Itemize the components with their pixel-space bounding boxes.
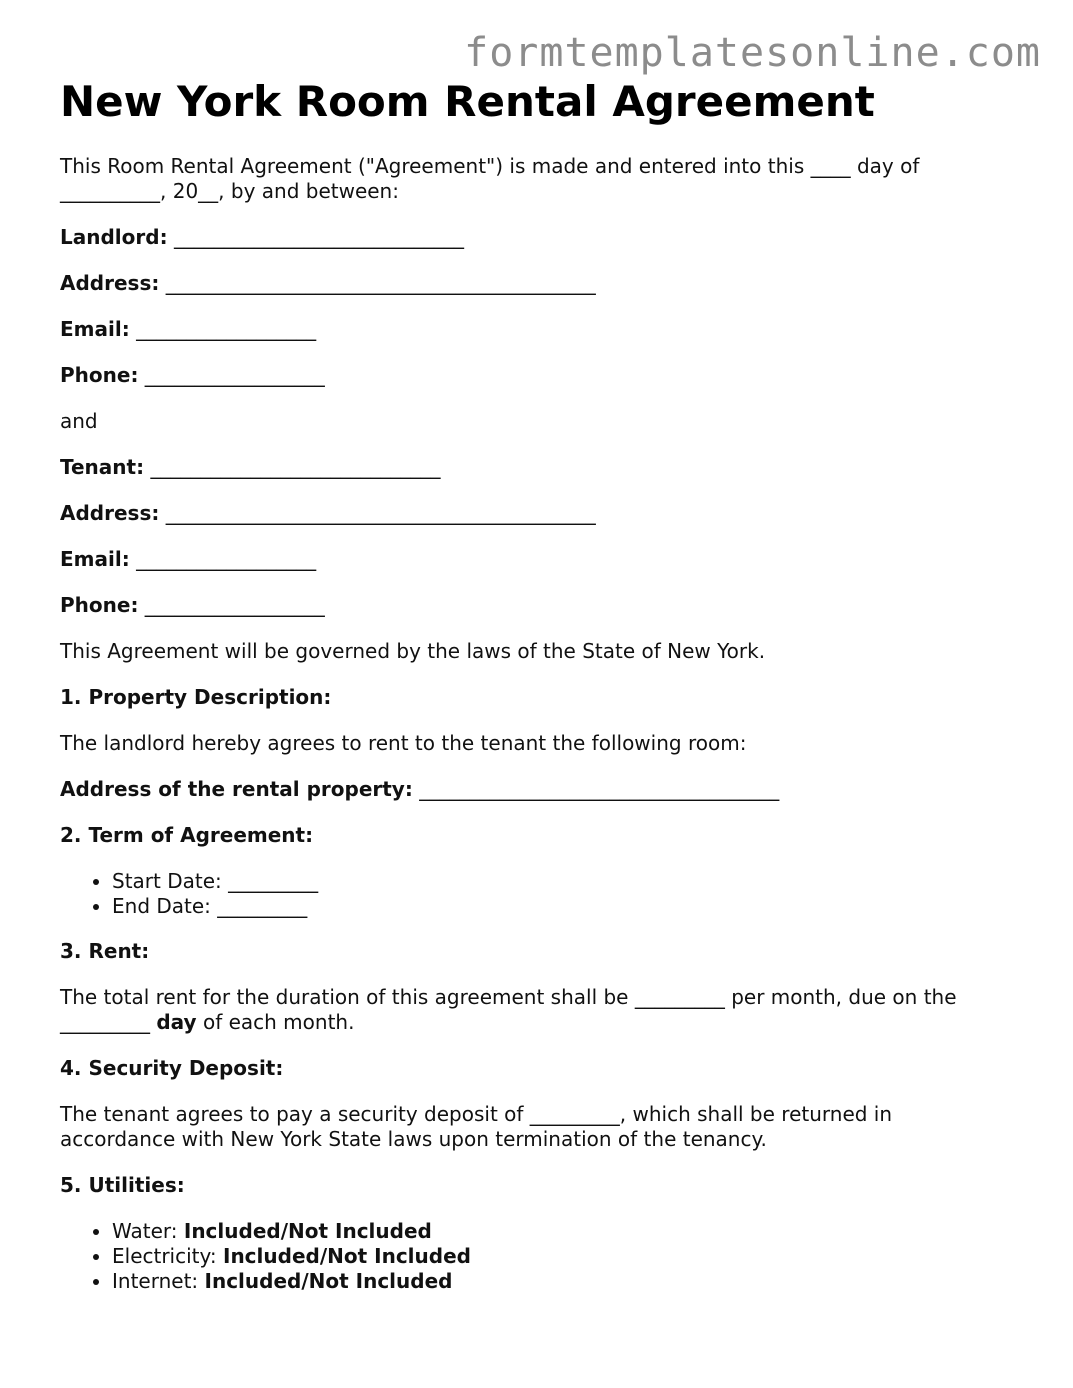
- start-date-item: [112, 869, 1020, 894]
- rent-paragraph: [60, 985, 1020, 1035]
- landlord-email-label: Email:: [60, 317, 130, 341]
- rent-day-blank: _________: [60, 1010, 150, 1034]
- rent-text-3: of each month.: [202, 1010, 355, 1034]
- tenant-address-field: [60, 501, 1020, 526]
- end-date-item: [112, 894, 1020, 919]
- utility-electricity-item: [112, 1244, 1020, 1269]
- rental-address-blank: ____________________________________: [419, 777, 780, 801]
- utilities-list: [60, 1219, 1020, 1294]
- intro-line-2: __________, 20__, by and between:: [60, 179, 399, 203]
- utility-water-item: [112, 1219, 1020, 1244]
- utility-internet-label: Internet:: [112, 1269, 199, 1293]
- tenant-phone-field: [60, 593, 1020, 618]
- intro-line-1: This Room Rental Agreement ("Agreement") is made and entered into this ____ day of: [60, 154, 920, 178]
- tenant-email-blank: __________________: [136, 547, 317, 571]
- landlord-email-blank: __________________: [136, 317, 317, 341]
- landlord-phone-blank: __________________: [144, 363, 325, 387]
- tenant-name-label: Tenant:: [60, 455, 145, 479]
- section-1-heading: 1. Property Description:: [60, 685, 332, 709]
- landlord-name-blank: _____________________________: [173, 225, 464, 249]
- section-2-heading: 2. Term of Agreement:: [60, 823, 314, 847]
- utility-water-value: Included/Not Included: [183, 1219, 432, 1243]
- document-page: [60, 78, 1020, 1314]
- utility-electricity-label: Electricity:: [112, 1244, 217, 1268]
- deposit-paragraph: [60, 1102, 1020, 1152]
- section-4-heading: 4. Security Deposit:: [60, 1056, 284, 1080]
- tenant-email-label: Email:: [60, 547, 130, 571]
- start-date-blank: _________: [228, 869, 319, 893]
- tenant-name-blank: _____________________________: [150, 455, 441, 479]
- tenant-email-field: [60, 547, 1020, 572]
- watermark: formtemplatesonline.com: [464, 30, 1041, 76]
- tenant-phone-label: Phone:: [60, 593, 139, 617]
- landlord-phone-field: [60, 363, 1020, 388]
- rental-address-field: [60, 777, 1020, 802]
- tenant-address-label: Address:: [60, 501, 160, 525]
- landlord-name-field: [60, 225, 1020, 250]
- landlord-address-blank: ___________________________________________: [165, 271, 596, 295]
- rental-address-label: Address of the rental property:: [60, 777, 413, 801]
- utility-internet-item: [112, 1269, 1020, 1294]
- and-text: and: [60, 409, 98, 433]
- landlord-email-field: [60, 317, 1020, 342]
- landlord-address-field: [60, 271, 1020, 296]
- end-date-blank: _________: [217, 894, 308, 918]
- section-1-text: The landlord hereby agrees to rent to the tenant the following room:: [60, 731, 747, 755]
- utility-internet-value: Included/Not Included: [204, 1269, 453, 1293]
- rent-day-word: day: [156, 1010, 197, 1034]
- section-3-heading: 3. Rent:: [60, 939, 150, 963]
- intro-paragraph: [60, 154, 1020, 204]
- utility-water-label: Water:: [112, 1219, 178, 1243]
- deposit-line-2: accordance with New York State laws upon termination of the tenancy.: [60, 1127, 767, 1151]
- document-title: New York Room Rental Agreement: [60, 77, 875, 126]
- landlord-name-label: Landlord:: [60, 225, 168, 249]
- tenant-address-blank: ___________________________________________: [165, 501, 596, 525]
- landlord-address-label: Address:: [60, 271, 160, 295]
- term-list: [60, 869, 1020, 919]
- utility-electricity-value: Included/Not Included: [223, 1244, 471, 1268]
- start-date-label: Start Date:: [112, 869, 222, 893]
- rent-text-1: The total rent for the duration of this agreement shall be _________ per month, due on the: [60, 985, 957, 1009]
- deposit-line-1: The tenant agrees to pay a security deposit of _________, which shall be returned in: [60, 1102, 893, 1126]
- section-5-heading: 5. Utilities:: [60, 1173, 185, 1197]
- end-date-label: End Date:: [112, 894, 211, 918]
- tenant-name-field: [60, 455, 1020, 480]
- landlord-phone-label: Phone:: [60, 363, 139, 387]
- tenant-phone-blank: __________________: [144, 593, 325, 617]
- governing-law-text: This Agreement will be governed by the laws of the State of New York.: [60, 639, 766, 663]
